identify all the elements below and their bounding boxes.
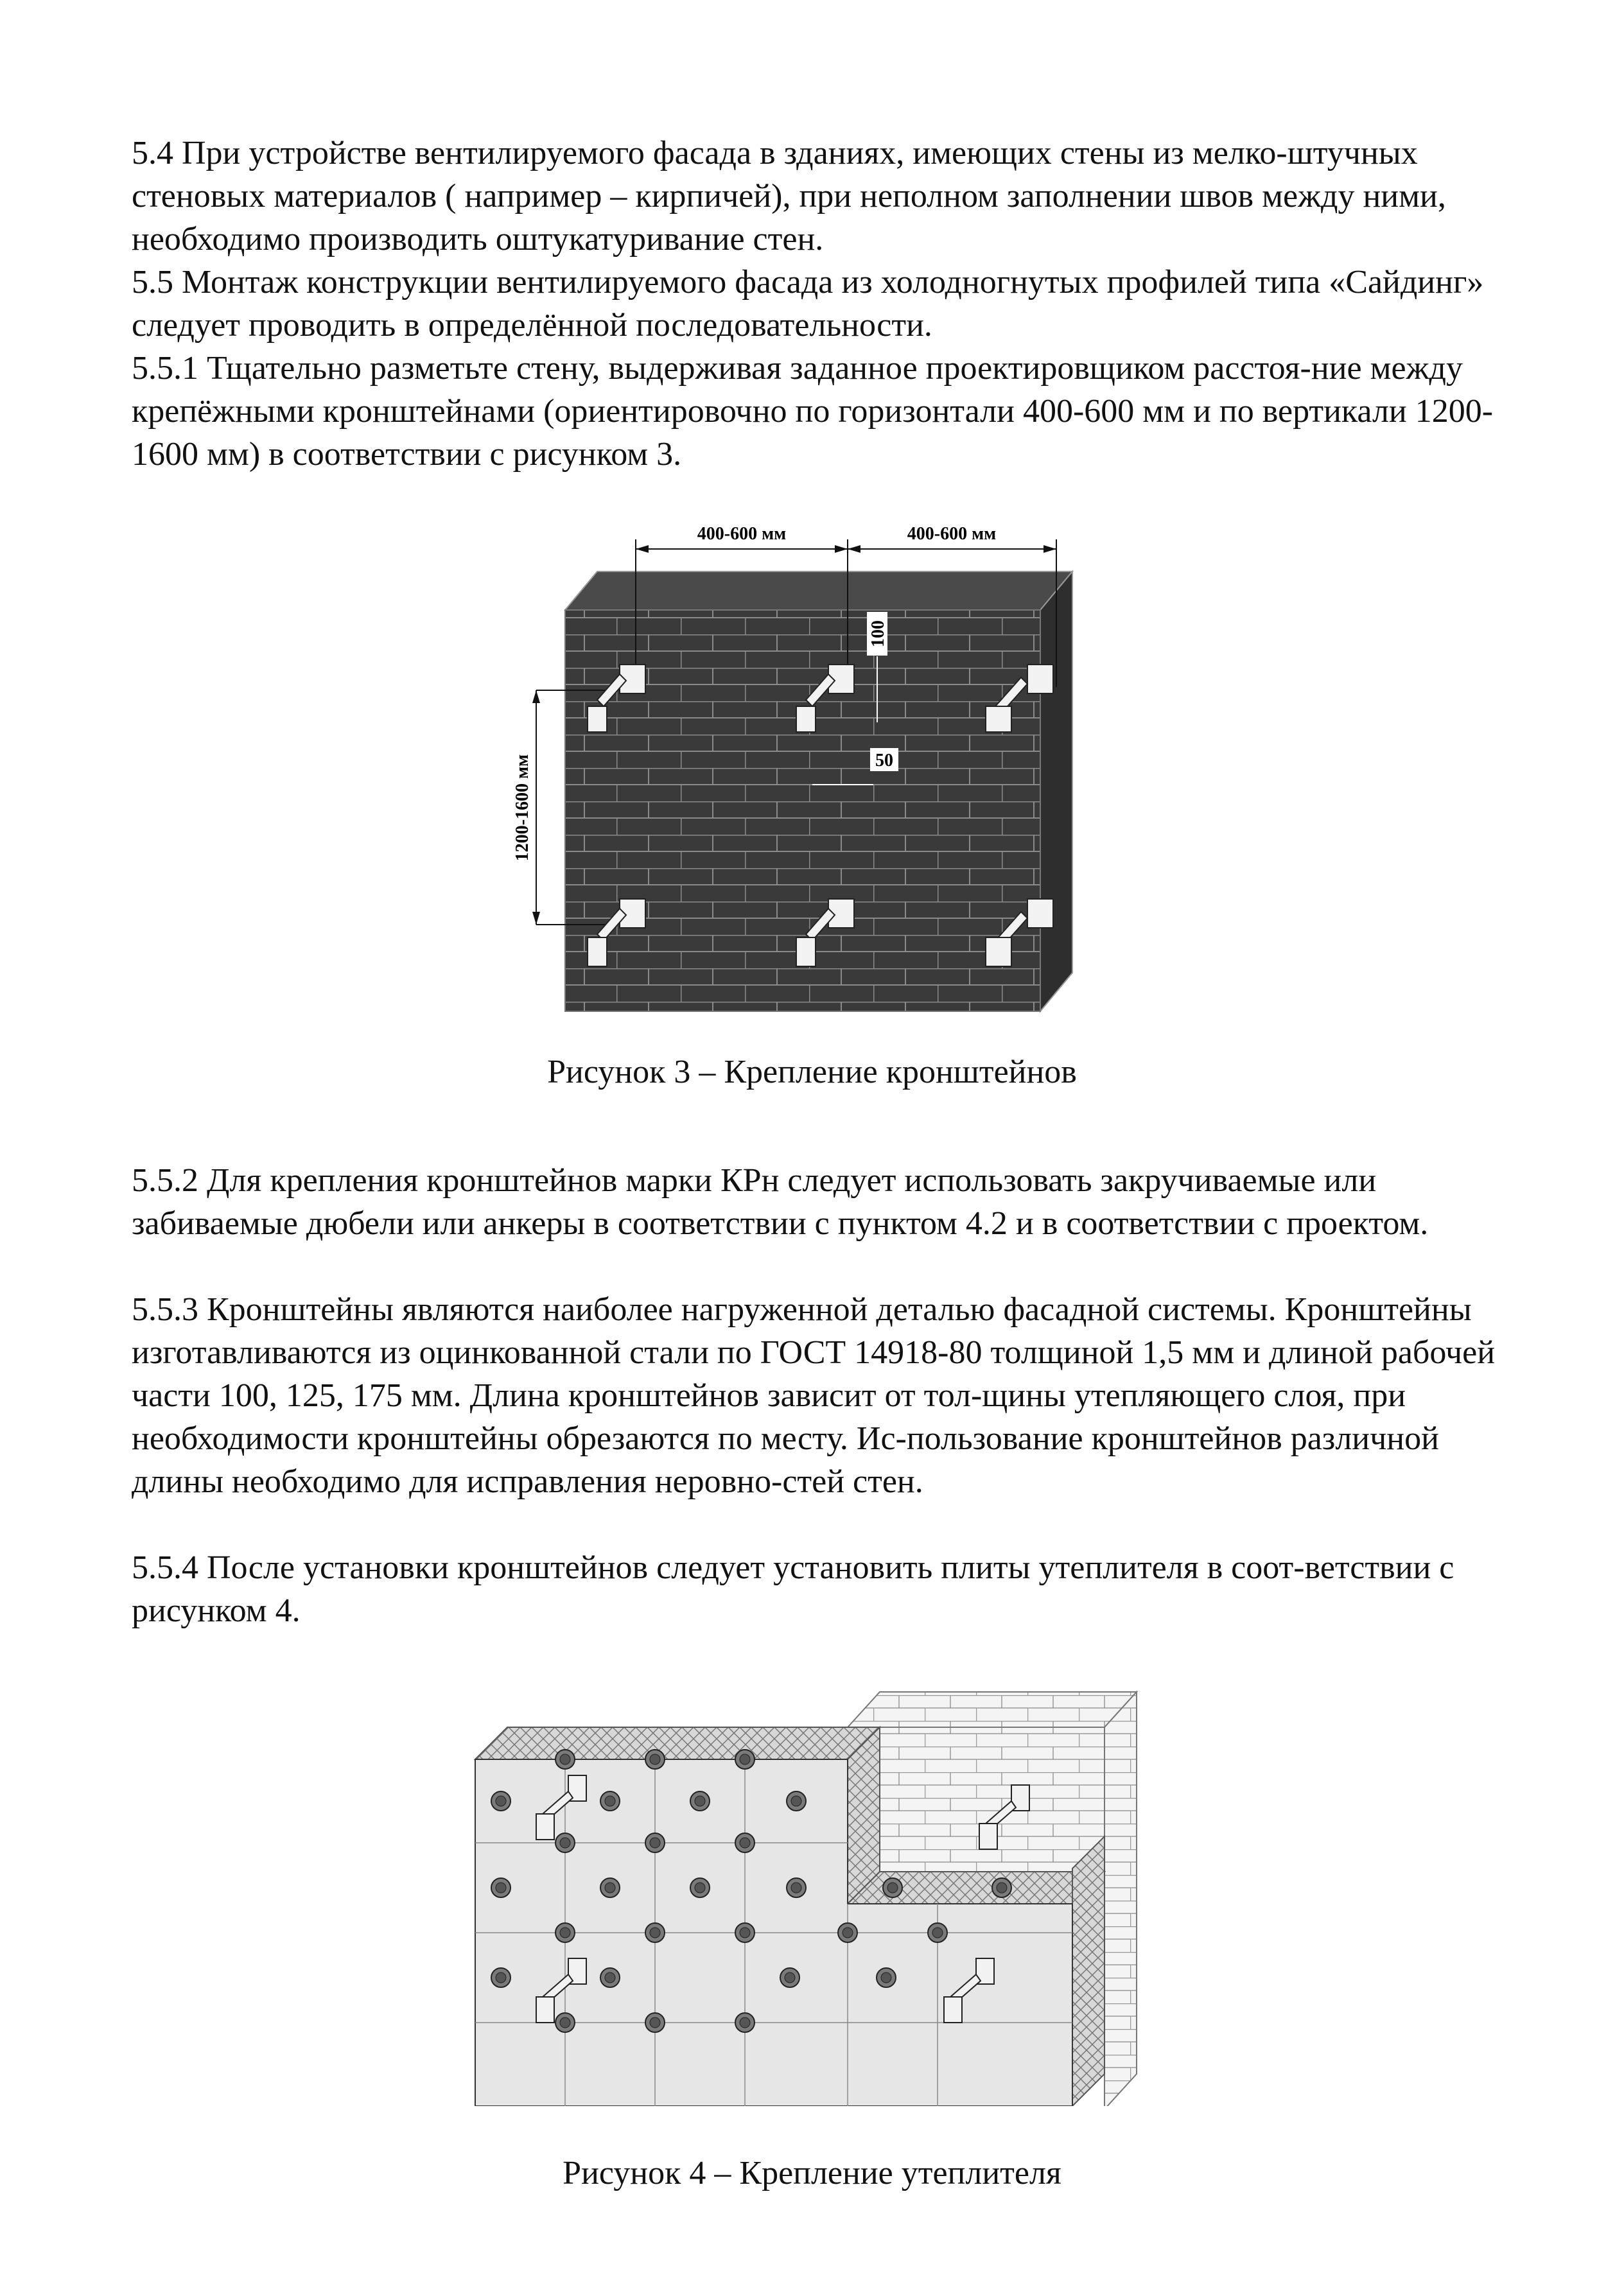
wall-top [565,571,1072,610]
figure-3-bracket-layout [488,501,1130,1027]
paragraph-5-4: 5.4 При устройстве вентилируемого фасада в зданиях, имеющих стены из мелко-штучных стеновых материалов ( например – кирпичей), при неполном заполнении швов между ними, необходимо производить оштукатуривание стен. [132,135,1446,257]
dim-horizontal-2: 400-600 мм [907,524,997,544]
paragraph-5-5-3: 5.5.3 Кронштейны являются наиболее нагруженной деталью фасадной системы. Кронштейны изготавливаются из оцинкованной стали по ГОСТ 14918-80 толщиной 1,5 мм и длиной рабочей части 100, 125, 175 мм. Длина кронштейнов зависит от тол-щины утепляющего слоя, при необходимости кронштейны обрезаются по месту. Ис-пользование кронштейнов различной длины необходимо для исправления неровно-стей стен. [132,1291,1496,1500]
dim-50: 50 [875,751,893,771]
figure-4-insulation-fixing [462,1669,1182,2106]
dim-horizontal-1: 400-600 мм [697,524,787,544]
dim-vertical: 1200-1600 мм [512,754,532,862]
paragraph-5-5-4: 5.5.4 После установки кронштейнов следует установить плиты утеплителя в соот-ветствии с рисунком 4. [132,1549,1454,1629]
paragraph-5-5: 5.5 Монтаж конструкции вентилируемого фасада из холодногнутых профилей типа «Сайдинг» следует проводить в определённой последовательности. [132,264,1484,344]
paragraph-5-5-2: 5.5.2 Для крепления кронштейнов марки КРн следует использовать закручиваемые или забиваемые дюбели или анкеры в соответствии с пунктом 4.2 и в соответствии с проектом. [132,1162,1429,1242]
figure-3-caption: Рисунок 3 – Крепление кронштейнов [547,1054,1077,1090]
figure-4-caption: Рисунок 4 – Крепление утеплителя [563,2155,1061,2191]
paragraph-5-5-1: 5.5.1 Тщательно разметьте стену, выдерживая заданное проектировщиком расстоя-ние между крепёжными кронштейнами (ориентировочно по горизонтали 400-600 мм и по вертикали 1200-1600 мм) в соответствии с рисунком 3. [132,350,1494,473]
dim-100: 100 [868,620,888,647]
